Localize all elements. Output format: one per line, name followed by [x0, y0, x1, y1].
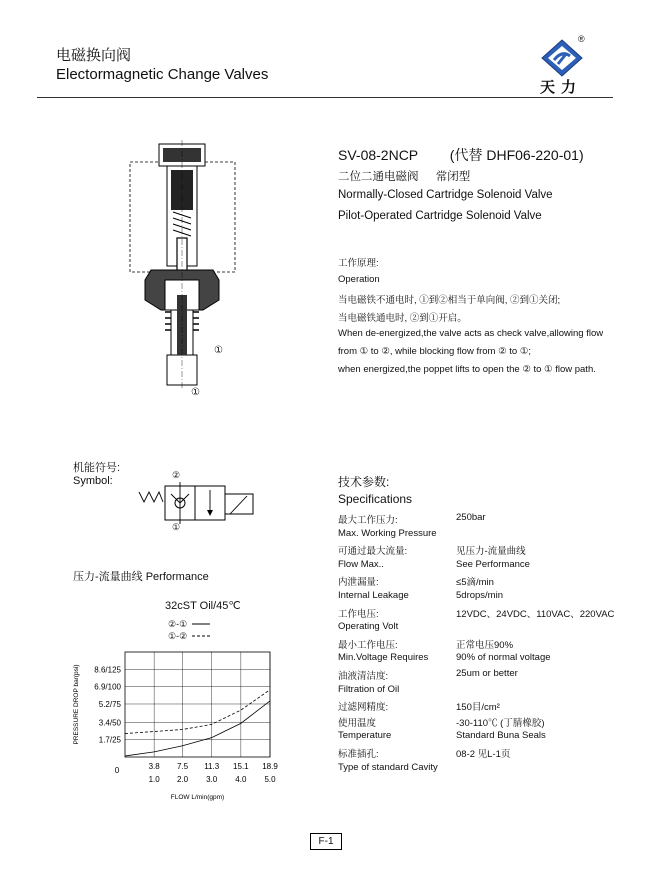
operation-en-3: when energized,the poppet lifts to open the ② to ① flow path. [338, 364, 596, 375]
symbol-label-en: Symbol: [73, 475, 113, 487]
legend-dashed-line-icon [190, 633, 212, 639]
operation-cn-2: 当电磁铁通电时, ②到①开启。 [338, 313, 467, 324]
series-line-2 [125, 690, 270, 734]
model-replaces: (代替 DHF06-220-01) [449, 147, 584, 163]
operation-title-en: Operation [338, 274, 380, 285]
spec-label: Filtration of Oil [338, 683, 400, 695]
spec-label: Temperature [338, 730, 392, 742]
symbol-port-bottom: ① [172, 522, 181, 532]
y-tick-label: 5.2/75 [98, 699, 121, 709]
spec-label: 内泄漏量: [338, 577, 379, 589]
hydraulic-symbol-icon [135, 482, 265, 524]
performance-label: 压力-流量曲线 Performance [73, 571, 209, 583]
model-code: SV-08-2NCP [338, 147, 418, 163]
legend-label-1-2: ①-② [168, 631, 188, 641]
spec-label: Flow Max.. [338, 558, 384, 570]
legend-item-solid [168, 619, 212, 630]
spec-value: 12VDC、24VDC、110VAC、220VAC [456, 608, 615, 620]
spec-label: 可通过最大流量: [338, 546, 408, 558]
spec-value: See Performance [456, 558, 530, 570]
operation-en-2: from ① to ②, while blocking flow from ② to ①; [338, 346, 531, 357]
symbol-label-cn: 机能符号: [73, 462, 121, 474]
spec-value: 150目/cm² [456, 702, 500, 714]
page-number: F-1 [310, 833, 342, 850]
x-tick-label-lpm: 11.3 [204, 762, 220, 771]
x-tick-label-lpm: 18.9 [262, 762, 278, 771]
spec-value: 90% of normal voltage [456, 652, 551, 664]
registered-mark: ® [578, 34, 585, 44]
x-tick-label-lpm: 7.5 [176, 762, 189, 771]
spec-label: 最小工作电压: [338, 639, 398, 651]
header-title-cn: 电磁换向阀 [56, 47, 132, 64]
x-tick-label-lpm: 3.8 [148, 762, 160, 771]
spec-value: 正常电压90% [456, 639, 514, 651]
spec-label: 使用温度 [338, 717, 377, 729]
x-tick-label-lpm: 15.1 [233, 762, 249, 771]
spec-label: Type of standard Cavity [338, 761, 438, 773]
spec-value: 08-2 见L-1页 [456, 749, 511, 760]
y-tick-label: 3.4/50 [98, 718, 121, 728]
legend-label-2-1: ②-① [168, 619, 188, 629]
legend-solid-line-icon [190, 621, 212, 627]
spec-label: Max. Working Pressure [338, 527, 437, 539]
spec-value: 5drops/min [456, 590, 503, 601]
spec-label: 过滤网精度: [338, 702, 389, 714]
x-axis-label: FLOW L/min(gpm) [170, 794, 225, 801]
y-tick-label: 6.9/100 [94, 682, 121, 692]
spec-label: 最大工作压力: [338, 515, 398, 526]
normally-closed-cn: 常闭型 [435, 171, 471, 183]
spec-value: ≤5滴/min [456, 577, 494, 589]
drawing-port-label-bottom: ① [191, 387, 200, 398]
x-tick-label-gpm: 1.0 [148, 775, 160, 784]
spec-value: 250bar [456, 512, 486, 523]
operation-en-1: When de-energized,the valve acts as check valve,allowing flow [338, 328, 604, 339]
product-desc-1: Normally-Closed Cartridge Solenoid Valve [338, 189, 553, 201]
spec-label: Operating Volt [338, 621, 399, 633]
y-tick-label: 1.7/25 [98, 735, 121, 745]
header-divider [37, 97, 613, 98]
x-tick-label-gpm: 2.0 [176, 775, 189, 784]
x-tick-label-gpm: 3.0 [206, 775, 218, 784]
type-cn: 二位二通电磁阀 [338, 171, 419, 183]
spec-label: 标准插孔: [338, 749, 379, 760]
spec-label: 工作电压: [338, 608, 379, 620]
spec-label: Min.Voltage Requires [338, 652, 429, 664]
spec-value: 25um or better [456, 668, 518, 679]
x-tick-label-gpm: 5.0 [264, 775, 276, 784]
origin-label: 0 [114, 766, 120, 775]
symbol-port-top: ② [172, 470, 181, 480]
performance-chart [70, 640, 290, 805]
spec-label: Internal Leakage [338, 590, 409, 601]
y-axis-label: PRESSURE DROP bar(psi) [73, 664, 80, 745]
operation-cn-1: 当电磁铁不通电时, ①到②相当于单向阀, ②到①关闭; [338, 295, 561, 306]
product-model [338, 145, 584, 165]
spec-value: -30-110℃ (丁腈橡胶) [456, 717, 545, 729]
specs-title-cn: 技术参数: [338, 475, 390, 489]
operation-title-cn: 工作原理: [338, 258, 379, 269]
chart-title: 32cST Oil/45℃ [165, 600, 241, 612]
x-tick-label-gpm: 4.0 [235, 775, 247, 784]
brand-name: 天力 [540, 78, 583, 96]
spec-value: 见压力-流量曲线 [456, 546, 526, 558]
header-title-en: Electormagnetic Change Valves [56, 66, 269, 83]
spec-value: Standard Buna Seals [456, 730, 546, 742]
series-line-1 [125, 701, 270, 756]
y-tick-label: 8.6/125 [94, 665, 121, 675]
specs-title-en: Specifications [338, 492, 413, 506]
product-desc-2: Pilot-Operated Cartridge Solenoid Valve [338, 210, 542, 222]
product-type-cn [338, 168, 470, 184]
drawing-port-label-side: ① [214, 345, 223, 356]
spec-label: 油液清洁度: [338, 671, 389, 682]
